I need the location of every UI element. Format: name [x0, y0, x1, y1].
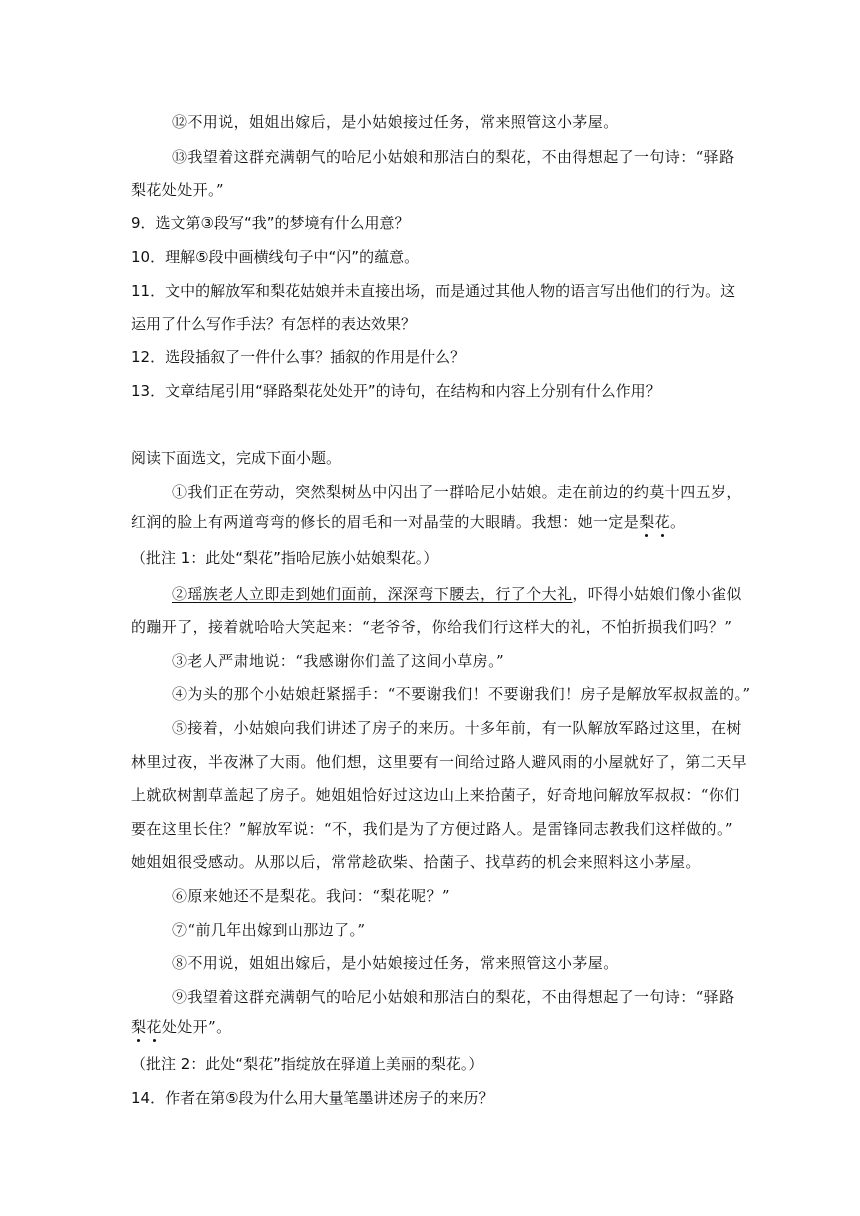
question-11-line-2: 运用了什么写作手法？有怎样的表达效果？ — [131, 315, 417, 333]
paragraph-5-line-1: ⑤接着，小姑娘向我们讲述了房子的来历。十多年前，有一队解放军路过这里，在树 — [172, 719, 742, 737]
paragraph-5-line-5: 她姐姐很受感动。从那以后，常常趁砍柴、拾菌子、找草药的机会来照料这小茅屋。 — [131, 853, 701, 871]
question-12: 12．选段插叙了一件什么事？插叙的作用是什么？ — [131, 348, 466, 366]
paragraph-8: ⑧不用说，姐姐出嫁后，是小姑娘接过任务，常来照管这小茅屋。 — [172, 954, 619, 972]
annotation-1: （批注 1：此处“梨花”指哈尼族小姑娘梨花。） — [131, 549, 439, 567]
emphasis-dot-char: 花 — [654, 513, 671, 531]
paragraph-9-line-1: ⑨我望着这群充满朝气的哈尼小姑娘和那洁白的梨花，不由得想起了一句诗：“驿路 — [172, 988, 735, 1006]
paragraph-5-line-3: 上就砍树割草盖起了房子。她姐姐恰好过这边山上来拾菌子，好奇地问解放军叔叔：“你们 — [131, 786, 740, 804]
question-10: 10．理解⑤段中画横线句子中“闪”的蕴意。 — [131, 248, 420, 266]
emphasis-dot-char: 花 — [146, 1018, 162, 1036]
paragraph-13-line-2: 梨花处处开。” — [131, 181, 224, 199]
emphasis-dot-char: 梨 — [131, 1018, 147, 1036]
paragraph-1-end: 。 — [670, 513, 686, 531]
question-14: 14．作者在第⑤段为什么用大量笔墨讲述房子的来历？ — [131, 1089, 494, 1107]
paragraph-1-line-2 — [131, 512, 685, 532]
question-13: 13．文章结尾引用“驿路梨花处处开”的诗句，在结构和内容上分别有什么作用？ — [131, 382, 661, 400]
paragraph-5-line-2: 林里过夜，半夜淋了大雨。他们想，这里要有一间给过路人避风雨的小屋就好了，第二天早 — [131, 753, 748, 771]
underlined-sentence: ②瑶族老人立即走到她们面前，深深弯下腰去，行了个大礼 — [172, 585, 573, 603]
annotation-2: （批注 2：此处“梨花”指绽放在驿道上美丽的梨花。） — [131, 1055, 484, 1073]
paragraph-5-line-4: 要在这里长住？”解放军说：“不，我们是为了方便过路人。是雷锋同志教我们这样做的。” — [131, 820, 733, 838]
emphasis-dot-char: 梨 — [639, 513, 655, 531]
paragraph-1-text: 红润的脸上有两道弯弯的修长的眉毛和一对晶莹的大眼睛。我想：她一定是 — [131, 513, 640, 531]
paragraph-2-line-1 — [172, 584, 742, 604]
paragraph-4: ④为头的那个小姑娘赶紧摇手：“不要谢我们！不要谢我们！房子是解放军叔叔盖的。” — [172, 685, 751, 703]
paragraph-9-line-2 — [131, 1017, 231, 1037]
paragraph-12: ⑫不用说，姐姐出嫁后，是小姑娘接过任务，常来照管这小茅屋。 — [172, 113, 619, 131]
paragraph-7: ⑦“前几年出嫁到山那边了。” — [172, 921, 366, 939]
paragraph-13-line-1: ⑬我望着这群充满朝气的哈尼小姑娘和那洁白的梨花，不由得想起了一句诗：“驿路 — [172, 148, 735, 166]
section-intro: 阅读下面选文，完成下面小题。 — [131, 449, 342, 467]
paragraph-3: ③老人严肃地说：“我感谢你们盖了这间小草房。” — [172, 652, 505, 670]
question-11-line-1: 11．文中的解放军和梨花姑娘并未直接出场，而是通过其他人物的语言写出他们的行为。这 — [131, 282, 736, 300]
paragraph-1-line-1: ①我们正在劳动，突然梨树丛中闪出了一群哈尼小姑娘。走在前边的约莫十四五岁， — [172, 483, 742, 501]
paragraph-2-rest: ，吓得小姑娘们像小雀似 — [572, 585, 742, 603]
question-9: 9．选文第③段写“我”的梦境有什么用意？ — [131, 214, 410, 232]
paragraph-9-rest: 处处开”。 — [161, 1018, 232, 1036]
paragraph-2-line-2: 的蹦开了，接着就哈哈大笑起来：“老爷爷，你给我们行这样大的礼，不怕折损我们吗？” — [131, 618, 733, 636]
paragraph-6: ⑥原来她还不是梨花。我问：“梨花呢？” — [172, 887, 450, 905]
